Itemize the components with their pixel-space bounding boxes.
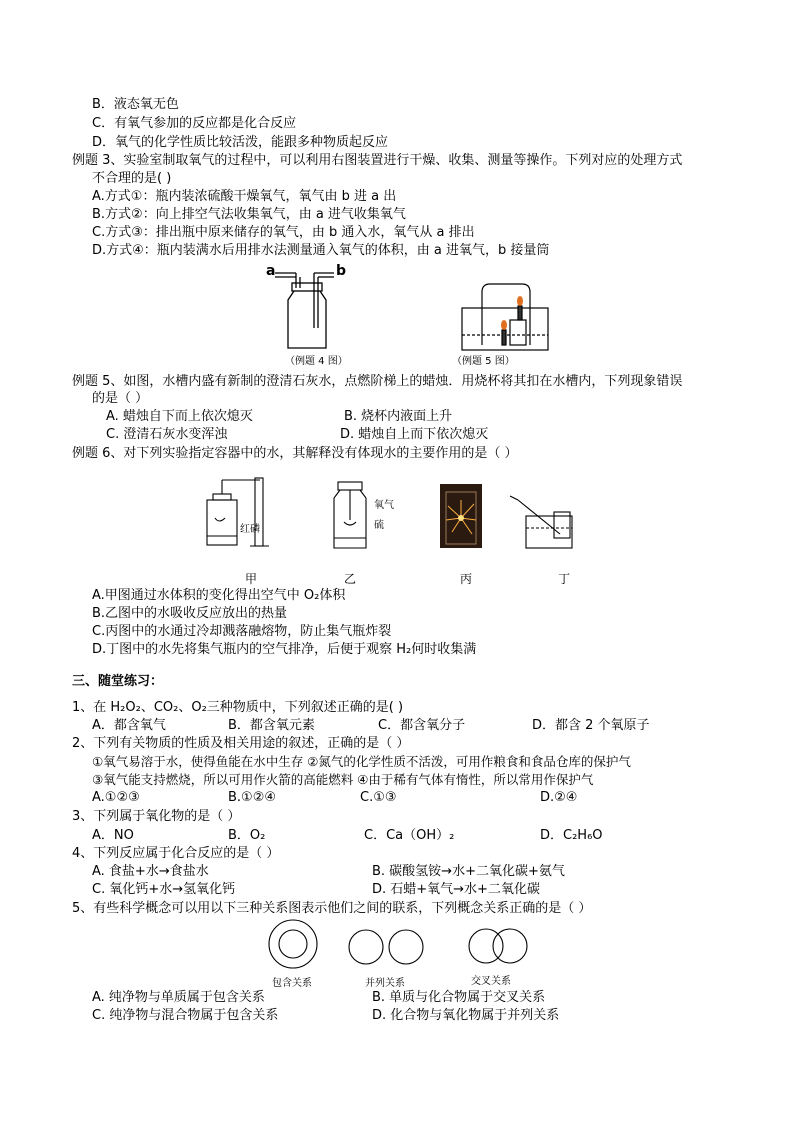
q2-statement-2: ③氧气能支持燃烧，所以可用作火箭的高能燃料 ④由于稀有气体有惰性，所以常用作保护气 [92,772,594,787]
q5-option-c: C. 纯净物与混合物属于包含关系 [92,1008,279,1023]
rel-label-contain: 包含关系 [272,978,312,989]
relation-diagrams [264,920,534,972]
fig4-label-a: a [266,263,276,279]
section-title: 三、随堂练习： [72,674,164,689]
q2-option-d: D.②④ [540,790,578,805]
ex5-option-c: C. 澄清石灰水变浑浊 [106,427,228,442]
ex5-stem-cont: 的是（ ） [92,391,149,406]
q5-option-d: D. 化合物与氧化物属于并列关系 [372,1008,560,1023]
ex6-option-d: D.丁图中的水先将集气瓶内的空气排净，后便于观察 H₂何时收集满 [92,642,477,657]
fig-caption-jia: 甲 [245,572,258,586]
q3-option-a: A．NO [92,828,134,843]
ex5-option-b: B. 烧杯内液面上升 [344,409,453,424]
q4-option-d: D. 石蜡+氧气→水+二氧化碳 [372,882,540,897]
fig-jia-apparatus [205,478,275,550]
rel-label-cross: 交叉关系 [471,976,511,987]
q2-statement-1: ①氧气易溶于水，使得鱼能在水中生存 ②氮气的化学性质不活泼，可用作粮食和食品仓库的保护气 [92,754,631,769]
fig-caption-ding: 丁 [558,572,571,586]
ex6-stem: 例题 6、对下列实验指定容器中的水，其解释没有体现水的主要作用的是（ ） [72,446,518,461]
fig-jia-label: 红磷 [240,524,260,535]
q1-option-d: D．都含 2 个氧原子 [532,718,650,733]
ex2-option-c: C．有氧气参加的反应都是化合反应 [92,116,297,131]
fig-yi-label-sulfur: 硫 [374,520,384,531]
ex6-option-b: B.乙图中的水吸收反应放出的热量 [92,606,288,621]
q4-option-c: C. 氧化钙+水→氢氧化钙 [92,882,236,897]
q2-option-a: A.①②③ [92,790,140,805]
q2-stem: 2、下列有关物质的性质及相关用途的叙述，正确的是（ ） [72,736,410,751]
q3-stem: 3、下列属于氧化物的是（ ） [72,809,241,824]
q3-option-b: B．O₂ [228,828,266,843]
ex6-option-a: A.甲图通过水体积的变化得出空气中 O₂体积 [92,588,346,603]
fig-yi-label-oxygen: 氧气 [374,500,394,511]
rel-label-parallel: 并列关系 [365,978,405,989]
q5-option-a: A. 纯净物与单质属于包含关系 [92,990,265,1005]
ex5-stem: 例题 5、如图，水槽内盛有新制的澄清石灰水，点燃阶梯上的蜡烛．用烧杯将其扣在水槽内，下列现象错误 [72,374,683,389]
q1-stem: 1、在 H₂O₂、CO₂、O₂三种物质中，下列叙述正确的是( ) [72,700,404,715]
ex6-option-c: C.丙图中的水通过冷却溅落融熔物，防止集气瓶炸裂 [92,624,392,639]
fig4-caption: （例题 4 图） [285,356,348,367]
q5-stem: 5、有些科学概念可以用以下三种关系图表示他们之间的联系，下列概念关系正确的是（ ） [72,901,592,916]
ex5-option-d: D. 蜡烛自上而下依次熄灭 [340,427,489,442]
gas-bottle-figure [270,268,350,358]
q1-option-a: A．都含氧气 [92,718,166,733]
fig4-label-b: b [336,263,347,279]
q1-option-c: C．都含氧分子 [378,718,466,733]
ex3-option-b: B.方式②：向上排空气法收集氧气，由 a 进气收集氧气 [92,207,406,222]
ex3-option-c: C.方式③：排出瓶中原来储存的氧气，由 b 通入水，氧气从 a 排出 [92,225,475,240]
q3-option-d: D．C₂H₆O [540,828,603,843]
ex5-option-a: A. 蜡烛自下而上依次熄灭 [106,409,253,424]
q2-option-b: B.①②④ [228,790,277,805]
q5-option-b: B. 单质与化合物属于交叉关系 [372,990,546,1005]
q4-option-b: B. 碳酸氢铵→水+二氧化碳+氨气 [372,864,565,879]
q1-option-b: B．都含氧元素 [228,718,315,733]
ex3-stem-cont: 不合理的是( ) [92,171,172,186]
ex2-option-d: D．氧气的化学性质比较活泼，能跟多种物质起反应 [92,135,389,150]
fig-caption-yi: 乙 [344,572,357,586]
fig5-caption: （例题 5 图） [452,356,515,367]
fig-yi-apparatus [332,482,372,550]
ex3-option-d: D.方式④：瓶内装满水后用排水法测量通入氧气的体积，由 a 进氧气，b 接量筒 [92,243,550,258]
q4-stem: 4、下列反应属于化合反应的是（ ） [72,846,280,861]
candle-trough-figure [460,280,550,355]
ex2-option-b: B．液态氧无色 [92,97,179,112]
q2-option-c: C.①③ [360,790,397,805]
fig-caption-bing: 丙 [460,572,473,586]
q4-option-a: A. 食盐+水→食盐水 [92,864,209,879]
fig-bing-photo [440,484,482,548]
q3-option-c: C．Ca（OH）₂ [364,828,455,843]
fig-ding-apparatus [510,492,575,550]
ex3-option-a: A.方式①：瓶内装浓硫酸干燥氧气，氧气由 b 进 a 出 [92,189,397,204]
ex3-stem: 例题 3、实验室制取氧气的过程中，可以利用右图装置进行干燥、收集、测量等操作。下列对应的处理方式 [72,153,683,168]
